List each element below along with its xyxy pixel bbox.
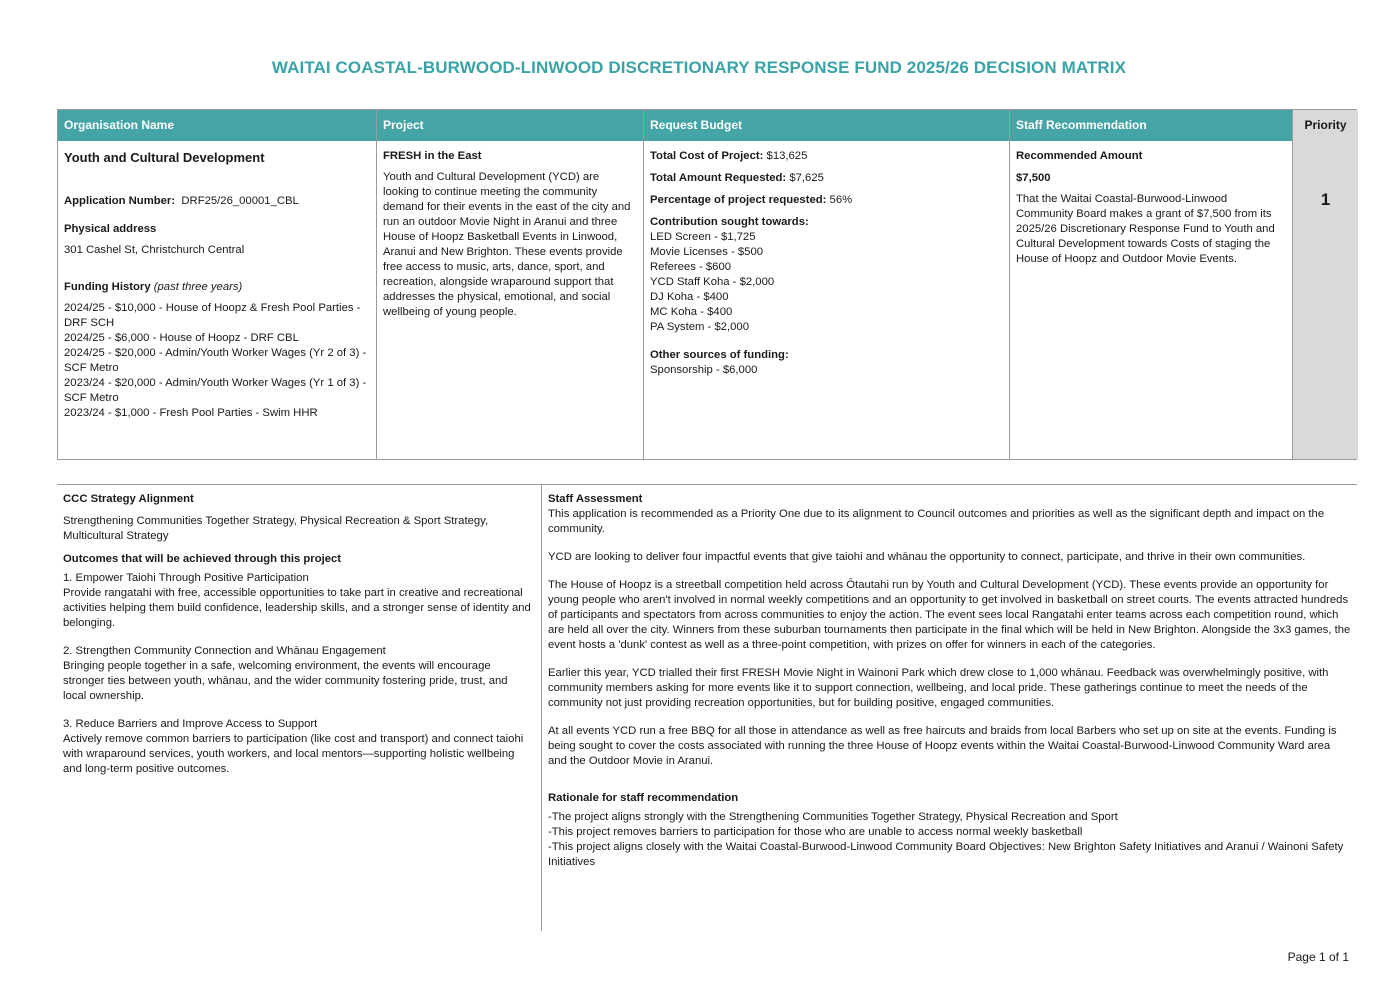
recommendation-text: That the Waitai Coastal-Burwood-Linwood Community Board makes a grant of $7,500 from its 2025/26 Discretionary Response Fund to Youth and Cultural Development towards Costs of staging the House of Hoopz and Outdoor Movie Events.	[1016, 193, 1275, 265]
header-staff-recommendation: Staff Recommendation	[1010, 110, 1292, 141]
assessment-paragraph: YCD are looking to deliver four impactful events that give taiohi and whānau the opportunity to connect, participate, and thrive in their own communities.	[548, 551, 1306, 563]
decision-matrix-table	[57, 109, 1357, 460]
outcome-text: Actively remove common barriers to participation (like cost and transport) and connect taiohi with wraparound services, youth workers, and local mentors—supporting holistic wellbeing and long-term positive outcomes.	[63, 733, 524, 775]
contribution-item: LED Screen - $1,725	[650, 231, 756, 243]
outcome-text: Provide rangatahi with free, accessible opportunities to take part in creative and recreational activities helping them build confidence, leadership skills, and a stronger sense of identity and belonging.	[63, 587, 531, 629]
header-budget: Request Budget	[644, 110, 1009, 141]
outcome-title: 2. Strengthen Community Connection and Whānau Engagement	[63, 645, 386, 657]
contribution-item: PA System - $2,000	[650, 321, 750, 333]
rationale-item: -This project removes barriers to participation for those who are unable to access normal weekly basketball	[548, 826, 1083, 838]
recommended-amount-label: Recommended Amount	[1016, 150, 1143, 162]
staff-assessment-panel	[548, 492, 1352, 870]
address-label: Physical address	[64, 223, 157, 235]
rationale-item: -The project aligns strongly with the Strengthening Communities Together Strategy, Physical Recreation and Sport	[548, 811, 1118, 823]
assessment-paragraph: This application is recommended as a Priority One due to its alignment to Council outcomes and priorities as well as the significant depth and impact on the community.	[548, 508, 1325, 535]
rationale-item: -This project aligns closely with the Waitai Coastal-Burwood-Linwood Community Board Objectives: New Brighton Safety Initiatives and Aranui / Wainoni Safety Initiatives	[548, 841, 1344, 868]
project-name: FRESH in the East	[383, 150, 482, 162]
project-column	[376, 110, 643, 459]
assessment-section	[57, 484, 1357, 931]
document-title: WAITAI COASTAL-BURWOOD-LINWOOD DISCRETIONARY RESPONSE FUND 2025/26 DECISION MATRIX	[271, 58, 1127, 77]
header-project: Project	[377, 110, 643, 141]
address-value: 301 Cashel St, Christchurch Central	[64, 244, 245, 256]
amount-requested: Total Amount Requested: $7,625	[650, 172, 824, 184]
staff-recommendation-column	[1009, 110, 1292, 459]
strategy-alignment-heading: CCC Strategy Alignment	[63, 493, 194, 505]
contribution-item: Referees - $600	[650, 261, 732, 273]
organisation-column	[58, 110, 376, 459]
outcomes-heading: Outcomes that will be achieved through this project	[63, 553, 342, 565]
contribution-item: MC Koha - $400	[650, 306, 733, 318]
contribution-label: Contribution sought towards:	[650, 216, 809, 228]
priority-column	[1292, 110, 1358, 459]
page-number: Page 1 of 1	[1287, 950, 1349, 964]
project-description: Youth and Cultural Development (YCD) are looking to continue meeting the community demand for their events in the east of the city and run an outdoor Movie Night in Aranui and three House of Hoopz Basketball Events in Linwood, Aranui and New Brighton. These events provide free access to music, arts, dance, sport, and recreation, alongside wraparound support that addresses the physical, emotional, and social wellbeing of young people.	[383, 171, 631, 318]
strategy-alignment-panel	[63, 492, 533, 777]
header-organisation: Organisation Name	[58, 110, 376, 141]
outcome-title: 1. Empower Taiohi Through Positive Participation	[63, 572, 309, 584]
priority-value: 1	[1320, 190, 1331, 209]
assessment-paragraph: The House of Hoopz is a streetball competition held across Ōtautahi run by Youth and Cultural Development (YCD). These events provide an opportunity for young people who aren't involved in normal weekly competitions and an opportunity to get involved in basketball on street courts. The events attracted hundreds of participants and spectators from across communities to enjoy the action. The event sees local Rangatahi enter teams across each competition round, which are held all over the city. Winners from these suburban tournaments then participate in the final which will be held in New Brighton. Alongside the 3x3 games, the event hosts a 'dunk' contest as well as a three-point competition, with prizes on offer for winners in each of the categories.	[548, 579, 1351, 651]
funding-history-item: 2024/25 - $20,000 - Admin/Youth Worker Wages (Yr 2 of 3) - SCF Metro	[64, 347, 367, 374]
contribution-item: DJ Koha - $400	[650, 291, 729, 303]
rationale-heading: Rationale for staff recommendation	[548, 792, 739, 804]
organisation-name: Youth and Cultural Development	[64, 150, 265, 165]
strategy-list: Strengthening Communities Together Strategy, Physical Recreation & Sport Strategy, Multicultural Strategy	[63, 515, 489, 542]
recommended-amount: $7,500	[1016, 172, 1051, 184]
percent-requested: Percentage of project requested: 56%	[650, 194, 853, 206]
total-cost: Total Cost of Project: $13,625	[650, 150, 808, 162]
funding-history-item: 2024/25 - $10,000 - House of Hoopz & Fresh Pool Parties - DRF SCH	[64, 302, 361, 329]
outcome-title: 3. Reduce Barriers and Improve Access to Support	[63, 718, 318, 730]
funding-history-item: 2024/25 - $6,000 - House of Hoopz - DRF CBL	[64, 332, 299, 344]
section-divider	[541, 485, 542, 931]
contribution-item: YCD Staff Koha - $2,000	[650, 276, 775, 288]
funding-history-item: 2023/24 - $1,000 - Fresh Pool Parties - Swim HHR	[64, 407, 318, 419]
funding-history-label: Funding History (past three years)	[64, 281, 243, 293]
header-priority: Priority	[1293, 110, 1358, 141]
staff-assessment-heading: Staff Assessment	[548, 493, 643, 505]
application-number: Application Number: DRF25/26_00001_CBL	[64, 195, 299, 207]
funding-history-item: 2023/24 - $20,000 - Admin/Youth Worker Wages (Yr 1 of 3) - SCF Metro	[64, 377, 367, 404]
assessment-paragraph: Earlier this year, YCD trialled their first FRESH Movie Night in Wainoni Park which drew close to 1,000 whānau. Feedback was overwhelmingly positive, with community members asking for more events like it to support connection, wellbeing, and local pride. These gatherings continue to meet the needs of the community not just providing recreation opportunities, but for building positive, engaged communities.	[548, 667, 1329, 709]
contribution-item: Movie Licenses - $500	[650, 246, 764, 258]
outcome-text: Bringing people together in a safe, welcoming environment, the events will encourage stronger ties between youth, whānau, and the wider community fostering pride, trust, and local ownership.	[63, 660, 508, 702]
assessment-paragraph: At all events YCD run a free BBQ for all those in attendance as well as free haircuts and braids from local Barbers who set up on site at the events. Funding is being sought to cover the costs associated with running the three House of Hoopz events within the Waitai Coastal-Burwood-Linwood Community Ward area and the Outdoor Movie in Aranui.	[548, 725, 1337, 767]
other-funding-label: Other sources of funding:	[650, 349, 789, 361]
other-funding-value: Sponsorship - $6,000	[650, 364, 758, 376]
budget-column	[643, 110, 1009, 459]
